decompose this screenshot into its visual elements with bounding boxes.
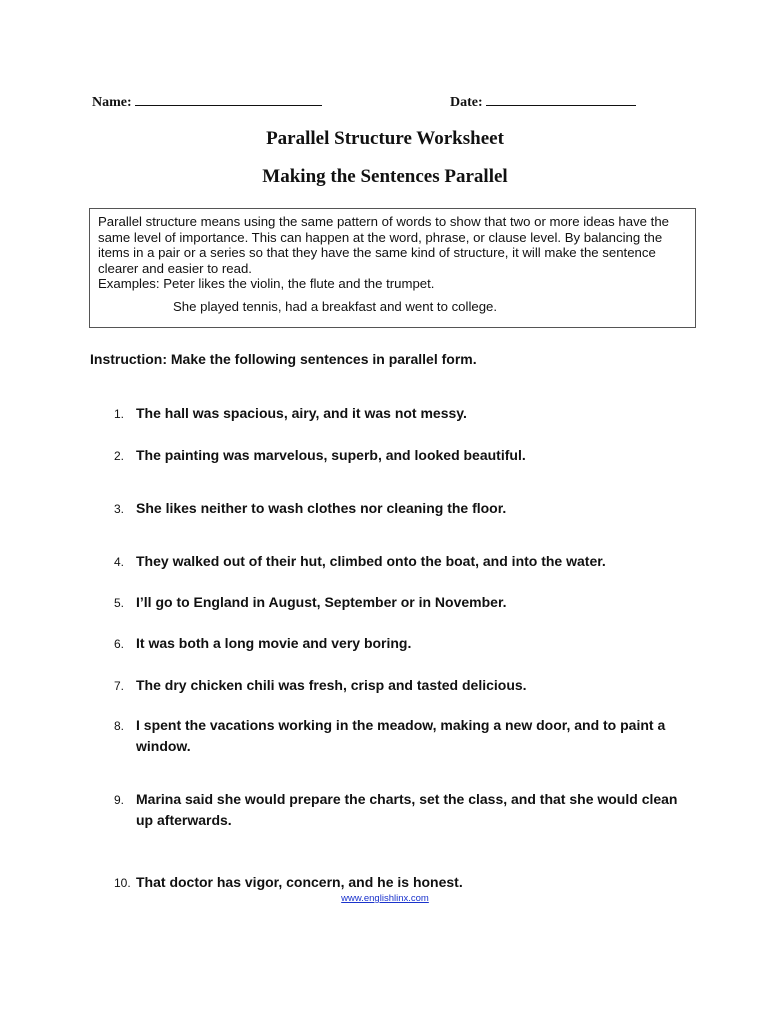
name-field [92, 93, 322, 111]
question-text: I’ll go to England in August, September or in November. [136, 594, 507, 610]
example-line-2: She played tennis, had a breakfast and went to college. [173, 298, 498, 314]
question-item [114, 675, 694, 696]
instruction-text: Instruction: Make the following sentences in parallel form. [90, 351, 477, 367]
question-number: 8. [114, 719, 125, 733]
worksheet-title: Parallel Structure Worksheet [266, 128, 504, 149]
date-blank-line[interactable] [486, 93, 636, 106]
question-number: 5. [114, 596, 125, 610]
question-text: It was both a long movie and very boring. [136, 635, 412, 651]
question-number: 1. [114, 407, 125, 421]
date-label: Date: [450, 95, 483, 110]
question-text: They walked out of their hut, climbed onto the boat, and into the water. [136, 553, 606, 569]
question-item [114, 445, 694, 466]
date-field [450, 93, 636, 111]
question-number: 2. [114, 449, 125, 463]
question-number: 6. [114, 637, 125, 651]
question-item [114, 551, 694, 572]
question-text: The painting was marvelous, superb, and looked beautiful. [136, 447, 526, 463]
worksheet-subtitle: Making the Sentences Parallel [262, 166, 508, 187]
name-blank-line[interactable] [135, 93, 322, 106]
example-line-1: Examples: Peter likes the violin, the flute and the trumpet. [98, 276, 435, 292]
question-text: She likes neither to wash clothes nor cleaning the floor. [136, 500, 507, 516]
question-item [114, 403, 694, 424]
question-number: 4. [114, 555, 125, 569]
footer-website-link[interactable]: www.englishlinx.com [341, 893, 429, 904]
question-number: 10. [114, 876, 131, 890]
question-item [114, 633, 694, 654]
question-text: I spent the vacations working in the meadow, making a new door, and to paint a window. [136, 717, 666, 754]
question-item [114, 715, 674, 756]
question-number: 9. [114, 793, 125, 807]
definition-box [89, 208, 696, 328]
definition-paragraph: Parallel structure means using the same pattern of words to show that two or more ideas have the same level of importance. This can happen at the word, phrase, or clause level. By balancing the items in a pair or a series so that they have the same kind of structure, it will make the sentence clearer and easier to read. [98, 214, 670, 276]
question-item [114, 498, 694, 519]
question-text: That doctor has vigor, concern, and he is honest. [136, 874, 463, 890]
question-number: 7. [114, 679, 125, 693]
question-text: The hall was spacious, airy, and it was not messy. [136, 405, 467, 421]
name-label: Name: [92, 95, 132, 110]
question-item [114, 789, 694, 830]
question-text: Marina said she would prepare the charts, set the class, and that she would clean up afterwards. [136, 791, 678, 828]
question-text: The dry chicken chili was fresh, crisp and tasted delicious. [136, 677, 527, 693]
question-item [114, 592, 694, 613]
question-number: 3. [114, 502, 125, 516]
question-item [114, 872, 694, 893]
